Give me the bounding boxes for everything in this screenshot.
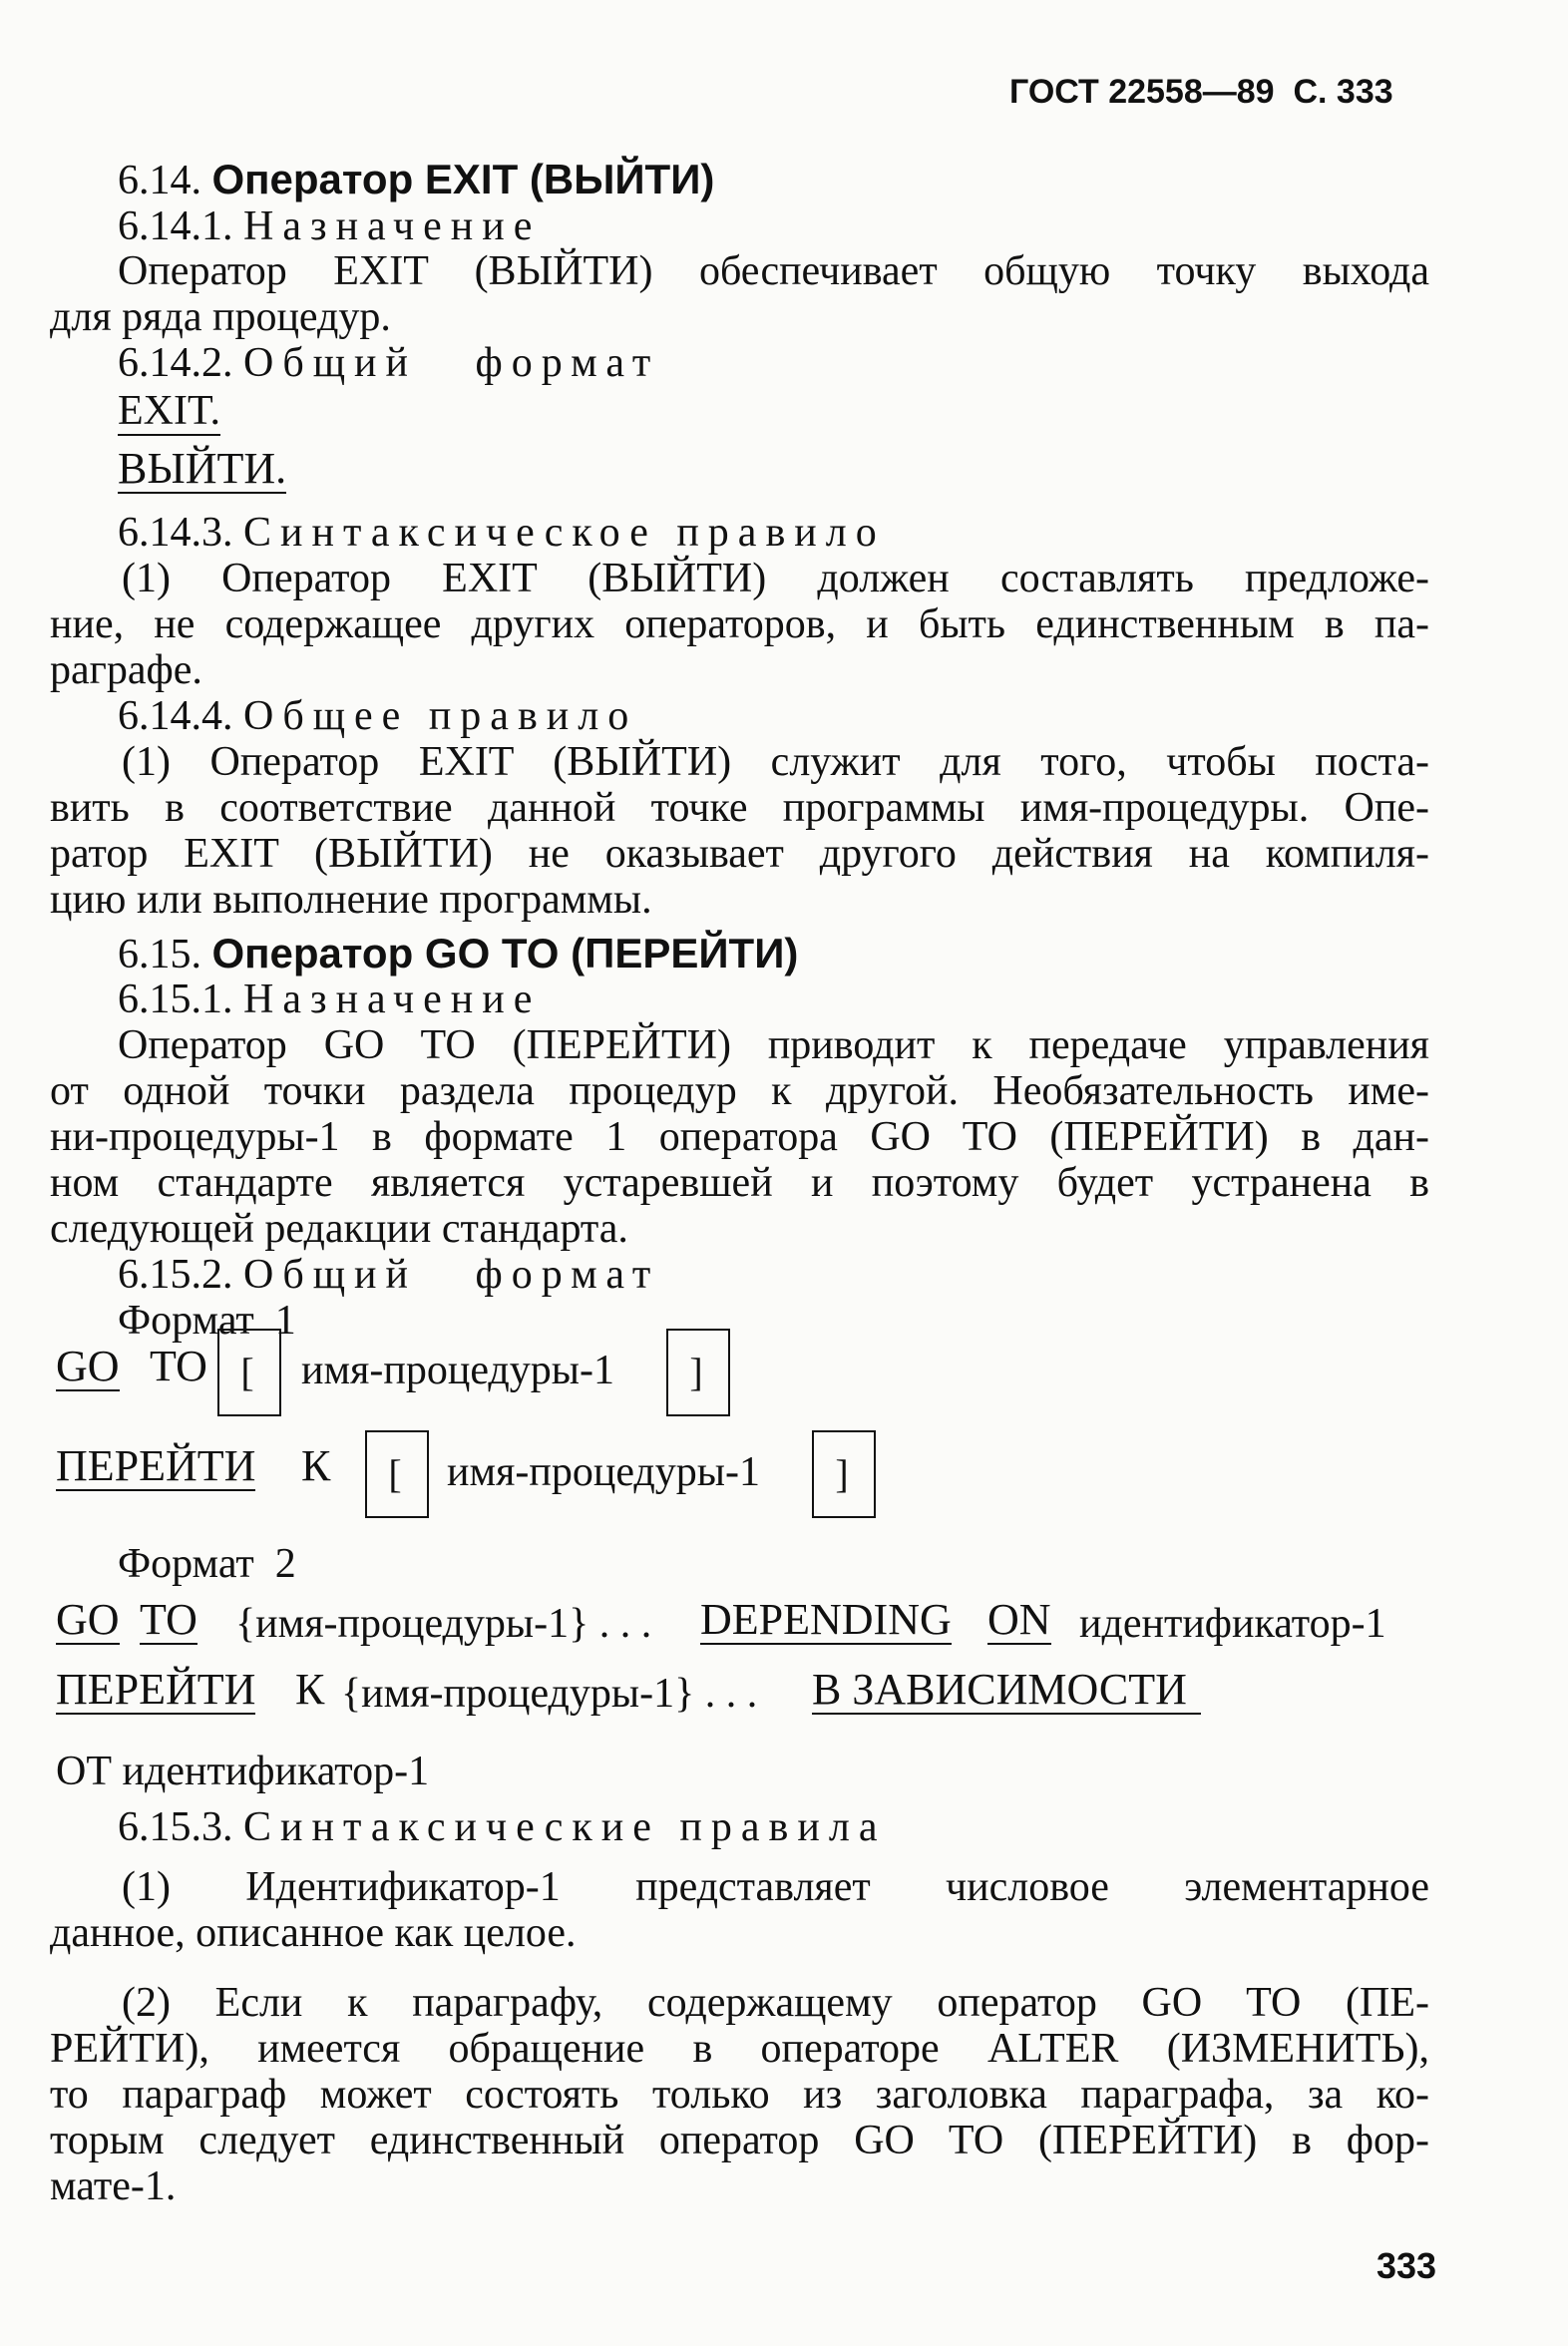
- section-title: Оператор EXIT (ВЫЙТИ): [211, 156, 715, 202]
- subsection-6-15-3: [118, 1803, 886, 1851]
- bracket-open: [: [388, 1451, 402, 1496]
- subsection-6-14-1: [118, 202, 541, 250]
- subsection-number: 6.15.3.: [118, 1804, 233, 1850]
- paragraph-line: (2) Если к параграфу, содержащему оператор GO TO (ПЕ-: [122, 1980, 1429, 2026]
- subsection-title: Синтаксические правила: [243, 1804, 887, 1850]
- paragraph-line: то параграф может состоять только из заголовка параграфа, за ко-: [50, 2072, 1429, 2118]
- subsection-6-14-3: [118, 509, 886, 557]
- procedure-names: {имя-процедуры-1} . . .: [235, 1601, 652, 1647]
- keyword-depending: DEPENDING: [700, 1595, 952, 1644]
- paragraph-line: данное, описанное как целое.: [50, 1910, 577, 1956]
- keyword-v-zavisimosti: В ЗАВИСИМОСТИ: [812, 1666, 1201, 1715]
- keyword-go: GO: [56, 1342, 120, 1390]
- subsection-6-14-2: [118, 339, 659, 387]
- section-number: 6.15.: [118, 932, 201, 978]
- paragraph-line: Оператор GO TO (ПЕРЕЙТИ) приводит к передаче управления: [118, 1022, 1429, 1068]
- optional-bracket-box: [365, 1430, 429, 1518]
- subsection-number: 6.14.4.: [118, 693, 233, 739]
- format-2-tail: ОТ идентификатор-1: [56, 1749, 430, 1794]
- keyword-on: ON: [987, 1595, 1051, 1644]
- format-1-label: Формат 1: [118, 1298, 296, 1344]
- section-title: Оператор GO TO (ПЕРЕЙТИ): [211, 930, 799, 977]
- keyword-exit: EXIT.: [118, 388, 221, 434]
- paragraph-line: (1) Оператор EXIT (ВЫЙТИ) служит для того, чтобы поста-: [122, 739, 1429, 785]
- bracket-close: ]: [689, 1350, 703, 1394]
- subsection-title: Назначение: [243, 977, 542, 1022]
- paragraph-line: мате-1.: [50, 2163, 177, 2209]
- subsection-number: 6.14.1.: [118, 203, 233, 249]
- subsection-number: 6.14.3.: [118, 510, 233, 556]
- identifier: идентификатор-1: [1079, 1601, 1386, 1647]
- keyword-k: К: [295, 1665, 325, 1714]
- paragraph-line: торым следует единственный оператор GO TO (ПЕРЕЙТИ) в фор-: [50, 2118, 1429, 2163]
- paragraph-line: для ряда процедур.: [50, 294, 391, 340]
- procedure-names: {имя-процедуры-1} . . .: [341, 1671, 758, 1717]
- paragraph-line: ном стандарте является устаревшей и поэтому будет устранена в: [50, 1160, 1429, 1206]
- format-exit-ru: [118, 445, 286, 494]
- paragraph-line: Оператор EXIT (ВЫЙТИ) обеспечивает общую точку выхода: [118, 248, 1429, 294]
- paragraph-line: (1) Оператор EXIT (ВЫЙТИ) должен составлять предложе-: [122, 556, 1429, 601]
- keyword-to: TO: [150, 1342, 207, 1390]
- standard-number: ГОСТ 22558—89: [1009, 73, 1275, 111]
- running-header: [1009, 68, 1393, 116]
- paragraph-line: следующей редакции стандарта.: [50, 1206, 628, 1252]
- keyword-to: TO: [140, 1595, 197, 1644]
- subsection-number: 6.15.2.: [118, 1252, 233, 1298]
- keyword-k: К: [301, 1441, 331, 1490]
- section-heading-6-14: [118, 156, 714, 204]
- header-page: С. 333: [1293, 73, 1393, 111]
- paragraph-line: цию или выполнение программы.: [50, 877, 652, 923]
- format-exit: [118, 387, 220, 436]
- paragraph-line: раграфе.: [50, 647, 202, 693]
- paragraph-line: вить в соответствие данной точке программы имя-процедуры. Опе-: [50, 785, 1429, 831]
- subsection-6-15-1: [118, 976, 541, 1023]
- keyword-pereiti: ПЕРЕЙТИ: [56, 1665, 256, 1714]
- paragraph-line: (1) Идентификатор-1 представляет числовое элементарное: [122, 1864, 1429, 1910]
- paragraph-line: РЕЙТИ), имеется обращение в операторе ALTER (ИЗМЕНИТЬ),: [50, 2026, 1429, 2072]
- page-number: 333: [1376, 2245, 1437, 2286]
- keyword-vyiti: ВЫЙТИ.: [118, 444, 287, 493]
- subsection-title: Синтаксическое правило: [243, 510, 886, 556]
- paragraph-line: от одной точки раздела процедур к другой. Необязательность име-: [50, 1068, 1429, 1114]
- subsection-title: Назначение: [243, 203, 542, 249]
- format-2-label: Формат 2: [118, 1541, 296, 1587]
- keyword-pereiti: ПЕРЕЙТИ: [56, 1441, 256, 1490]
- procedure-name: имя-процедуры-1: [301, 1348, 614, 1393]
- optional-bracket-box: [666, 1329, 730, 1416]
- optional-bracket-box: [217, 1329, 281, 1416]
- paragraph-line: ратор EXIT (ВЫЙТИ) не оказывает другого действия на компиля-: [50, 831, 1429, 877]
- subsection-title: Общий формат: [243, 340, 660, 386]
- paragraph-line: ние, не содержащее других операторов, и быть единственным в па-: [50, 601, 1429, 647]
- subsection-title: Общее правило: [243, 693, 638, 739]
- subsection-6-15-2: [118, 1251, 659, 1299]
- section-number: 6.14.: [118, 158, 201, 203]
- bracket-close: ]: [835, 1451, 849, 1496]
- optional-bracket-box: [812, 1430, 876, 1518]
- subsection-number: 6.15.1.: [118, 977, 233, 1022]
- keyword-go: GO: [56, 1595, 120, 1644]
- subsection-number: 6.14.2.: [118, 340, 233, 386]
- subsection-6-14-4: [118, 692, 637, 740]
- procedure-name: имя-процедуры-1: [447, 1449, 760, 1495]
- paragraph-line: ни-процедуры-1 в формате 1 оператора GO TO (ПЕРЕЙТИ) в дан-: [50, 1114, 1429, 1160]
- bracket-open: [: [240, 1350, 254, 1394]
- section-heading-6-15: [118, 930, 798, 978]
- subsection-title: Общий формат: [243, 1252, 660, 1298]
